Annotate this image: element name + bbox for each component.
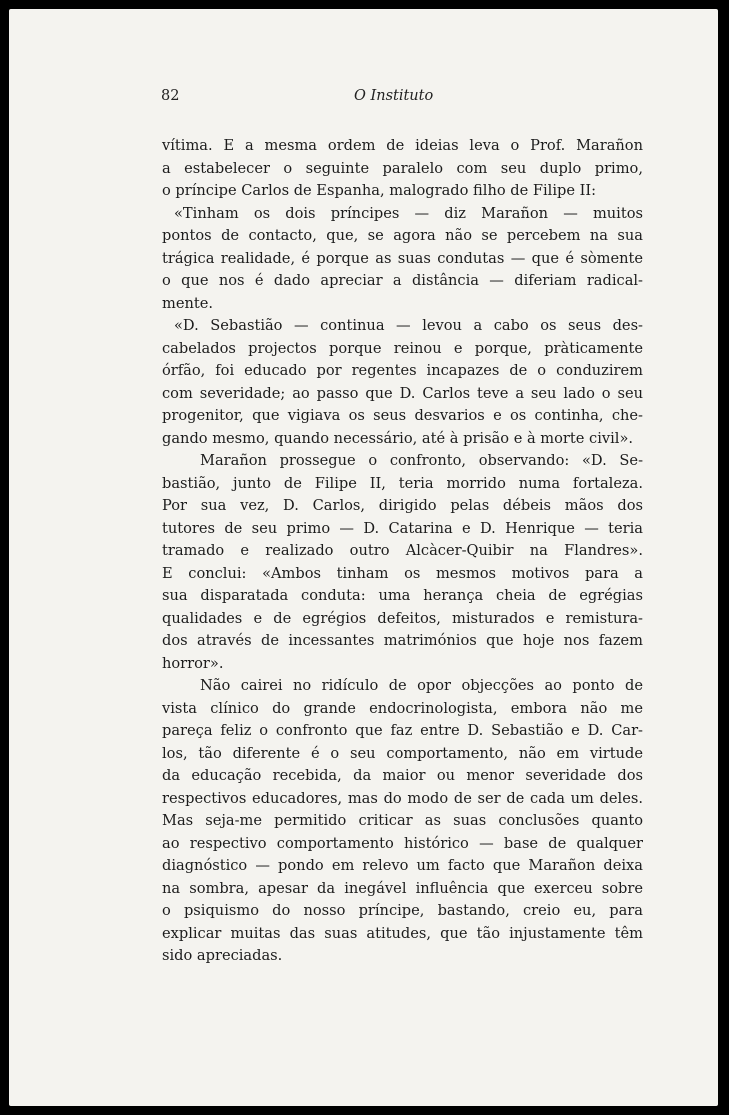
text-line: qualidades e de egrégios defeitos, misturados e remistura- (162, 609, 643, 627)
text-line: los, tão diferente é o seu comportamento, não em virtude (162, 744, 643, 762)
text-line: tutores de seu primo — D. Catarina e D. Henrique — teria (162, 519, 643, 537)
text-line: vista clínico do grande endocrinologista, embora não me (162, 699, 643, 717)
text-line: a estabelecer o seguinte paralelo com seu duplo primo, (162, 159, 643, 177)
text-line: da educação recebida, da maior ou menor severidade dos (162, 767, 643, 784)
paragraph (162, 135, 643, 203)
text-line: trágica realidade, é porque as suas condutas — que é sòmente (162, 249, 643, 267)
paragraph (162, 675, 643, 968)
text-line: Não cairei no ridículo de opor objecções ao ponto de (200, 677, 643, 694)
text-line: dos através de incessantes matrimónios que hoje nos fazem (162, 632, 643, 649)
text-line: horror». (162, 654, 224, 672)
text-line: sua disparatada conduta: uma herança cheia de egrégias (162, 587, 643, 604)
page-number: 82 (161, 88, 180, 104)
text-line: com severidade; ao passo que D. Carlos teve a seu lado o seu (162, 384, 643, 402)
text-line: explicar muitas das suas atitudes, que tão injustamente têm (162, 924, 643, 942)
text-line: ao respectivo comportamento histórico — base de qualquer (162, 834, 643, 852)
text-line: pontos de contacto, que, se agora não se percebem na sua (162, 227, 643, 244)
paragraph (162, 450, 643, 675)
text-line: Por sua vez, D. Carlos, dirigido pelas débeis mãos dos (162, 497, 643, 514)
text-line: vítima. E a mesma ordem de ideias leva o Prof. Marañon (162, 137, 643, 154)
paragraph (162, 315, 643, 450)
paragraph (162, 203, 643, 316)
text-line: Marañon prossegue o confronto, observando: «D. Se- (200, 452, 643, 469)
running-title: O Instituto (354, 88, 434, 104)
text-line: diagnóstico — pondo em relevo um facto que Marañon deixa (162, 857, 643, 874)
text-line: respectivos educadores, mas do modo de ser de cada um deles. (162, 789, 643, 807)
text-line: mente. (162, 294, 214, 312)
page-header (0, 88, 729, 110)
text-line: pareça feliz o confronto que faz entre D. Sebastião e D. Car- (162, 722, 643, 739)
text-line: gando mesmo, quando necessário, até à prisão e à morte civil». (162, 429, 634, 447)
text-line: Mas seja-me permitido criticar as suas conclusões quanto (162, 812, 643, 829)
text-line: E conclui: «Ambos tinham os mesmos motivos para a (162, 564, 643, 582)
text-line: cabelados projectos porque reinou e porque, pràticamente (162, 339, 643, 357)
text-line: «Tinham os dois príncipes — diz Marañon — muitos (174, 204, 643, 222)
text-line: «D. Sebastião — continua — levou a cabo os seus des- (174, 317, 643, 334)
text-line: o que nos é dado apreciar a distância — diferiam radical- (162, 272, 643, 289)
text-line: progenitor, que vigiava os seus desvarios e os continha, che- (162, 407, 643, 424)
text-line: o príncipe Carlos de Espanha, malogrado filho de Filipe II: (162, 182, 597, 199)
text-line: bastião, junto de Filipe II, teria morrido numa fortaleza. (162, 474, 643, 492)
text-line: o psiquismo do nosso príncipe, bastando, creio eu, para (162, 902, 643, 919)
text-line: tramado e realizado outro Alcàcer-Quibir na Flandres». (162, 542, 643, 559)
text-line: na sombra, apesar da inegável influência que exerceu sobre (162, 879, 643, 897)
text-line: órfão, foi educado por regentes incapazes de o conduzirem (162, 362, 643, 379)
page-body (162, 135, 643, 968)
text-line: sido apreciadas. (162, 947, 283, 964)
